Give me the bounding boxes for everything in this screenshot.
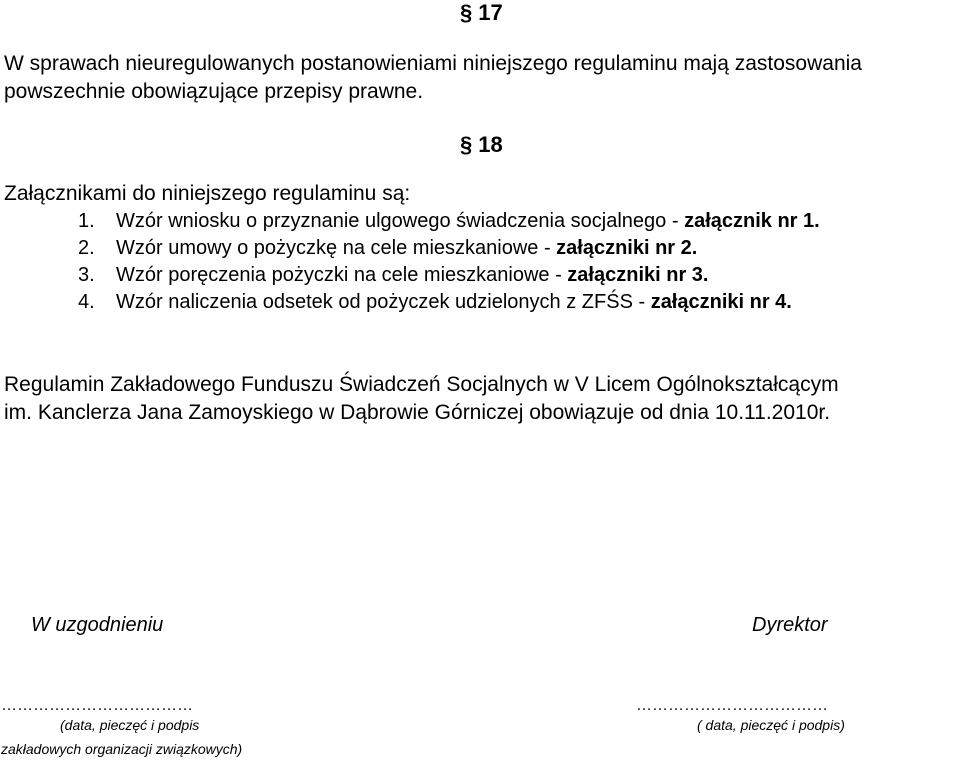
list-item	[78, 208, 820, 235]
section-18-heading	[460, 132, 503, 158]
list-item-ref: załącznik nr 1.	[684, 210, 820, 232]
list-item	[78, 262, 820, 289]
list-item-number: 1.	[78, 210, 95, 232]
signature-right-title: Dyrektor	[752, 614, 828, 636]
paragraph-17-line-1: W sprawach nieuregulowanych postanowieniami niniejszego regulaminu mają zastosowania	[4, 52, 862, 75]
signature-right-line: ………………………………	[636, 697, 828, 714]
list-item-text: Wzór umowy o pożyczkę na cele mieszkaniowe -	[116, 237, 557, 259]
list-item-number: 3.	[78, 264, 95, 286]
list-item-number: 2.	[78, 237, 95, 259]
list-item	[78, 235, 820, 262]
section-number: 18	[478, 132, 503, 157]
list-item-text: Wzór poręczenia pożyczki na cele mieszkaniowe -	[116, 264, 568, 286]
list-item-number: 4.	[78, 291, 95, 313]
section-number: 17	[478, 0, 503, 25]
list-item-ref: załączniki nr 4.	[650, 291, 792, 313]
signature-right-note: ( data, pieczęć i podpis)	[697, 717, 845, 733]
signature-left-note-2: zakładowych organizacji związkowych)	[1, 741, 243, 757]
signature-left-title: W uzgodnieniu	[31, 614, 164, 636]
list-item-text: Wzór naliczenia odsetek od pożyczek udzielonych z ZFŚS -	[116, 291, 651, 313]
section-symbol: §	[460, 132, 473, 157]
signature-left-line: ………………………………	[1, 697, 193, 714]
attachments-list	[78, 208, 820, 316]
section-symbol: §	[460, 0, 473, 25]
closing-line-2: im. Kanclerza Jana Zamoyskiego w Dąbrowie Górniczej obowiązuje od dnia 10.11.2010r.	[4, 401, 831, 424]
list-item-ref: załączniki nr 2.	[556, 237, 698, 259]
section-17-heading	[460, 0, 503, 26]
closing-line-1: Regulamin Zakładowego Funduszu Świadczeń Socjalnych w V Licem Ogólnokształcącym	[4, 373, 839, 396]
paragraph-17	[4, 50, 862, 106]
closing-statement	[4, 371, 839, 427]
signature-left-note-1: (data, pieczęć i podpis	[60, 717, 200, 733]
list-item	[78, 289, 820, 316]
list-item-ref: załączniki nr 3.	[567, 264, 709, 286]
attachments-intro: Załącznikami do niniejszego regulaminu są:	[4, 182, 411, 205]
list-item-text: Wzór wniosku o przyznanie ulgowego świadczenia socjalnego -	[116, 210, 685, 232]
paragraph-17-line-2: powszechnie obowiązujące przepisy prawne.	[4, 80, 424, 103]
